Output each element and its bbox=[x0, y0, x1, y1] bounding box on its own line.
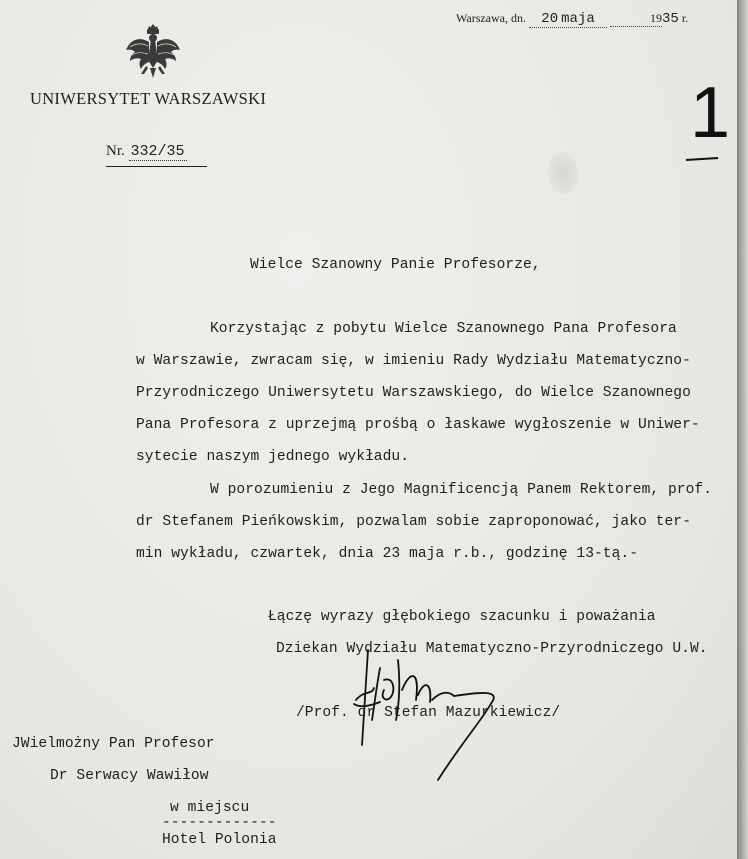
date-year-prefix-field bbox=[610, 11, 662, 27]
pencil-number: 1 bbox=[690, 73, 731, 153]
addressee-line3: w miejscu bbox=[170, 800, 250, 816]
page-edge-shadow bbox=[737, 0, 748, 859]
addressee-rule: ------------- bbox=[162, 815, 277, 831]
addressee-line1: JWielmożny Pan Profesor bbox=[12, 736, 215, 752]
reference-number-label: Nr. bbox=[106, 143, 125, 159]
date-day: 20 bbox=[541, 11, 559, 27]
institution-name: UNIWERSYTET WARSZAWSKI bbox=[30, 89, 267, 108]
date-suffix: r. bbox=[681, 11, 689, 25]
paragraph1-line3: Przyrodniczego Uniwersytetu Warszawskiego, do Wielce Szanownego bbox=[136, 385, 691, 401]
addressee-line4: Hotel Polonia bbox=[162, 832, 277, 848]
paragraph2-line2: dr Stefanem Pieńkowskim, pozwalam sobie zaproponować, jako ter- bbox=[136, 514, 691, 530]
paragraph2-line3: min wykładu, czwartek, dnia 23 maja r.b., godzinę 13-tą.- bbox=[136, 546, 639, 562]
paragraph1-line2: w Warszawie, zwracam się, w imieniu Rady Wydziału Matematyczno- bbox=[136, 353, 691, 369]
closing-line: Łączę wyrazy głębokiego szacunku i poważania bbox=[268, 609, 656, 625]
date-prefix: Warszawa, dn. bbox=[456, 11, 527, 25]
reference-number bbox=[106, 143, 187, 160]
signatory-name: /Prof. dr Stefan Mazurkiewicz/ bbox=[296, 705, 561, 721]
reference-number-value: 332/35 bbox=[130, 143, 185, 160]
pencil-annotation-one bbox=[682, 73, 731, 166]
date-year-prefix: 19 bbox=[650, 11, 663, 25]
paper-smudge bbox=[548, 152, 578, 194]
date-year-suffix: 35 bbox=[662, 11, 679, 27]
salutation: Wielce Szanowny Panie Profesorze, bbox=[250, 257, 541, 273]
dean-title: Dziekan Wydziału Matematyczno-Przyrodniczego U.W. bbox=[276, 641, 708, 657]
paragraph1-line1: Korzystając z pobytu Wielce Szanownego Pana Profesora bbox=[210, 321, 677, 337]
reference-underline bbox=[106, 166, 207, 167]
paragraph1-line5: sytecie naszym jednego wykładu. bbox=[136, 449, 410, 465]
date-line bbox=[456, 11, 688, 28]
date-day-month bbox=[529, 11, 607, 28]
date-month: maja bbox=[561, 11, 595, 27]
addressee-line2: Dr Serwacy Wawiłow bbox=[50, 768, 209, 784]
eagle-crest-icon bbox=[124, 22, 182, 80]
paragraph2-line1: W porozumieniu z Jego Magnificencją Panem Rektorem, prof. bbox=[210, 482, 713, 498]
paragraph1-line4: Pana Profesora z uprzejmą prośbą o łaskawe wygłoszenie w Uniwer- bbox=[136, 417, 700, 433]
